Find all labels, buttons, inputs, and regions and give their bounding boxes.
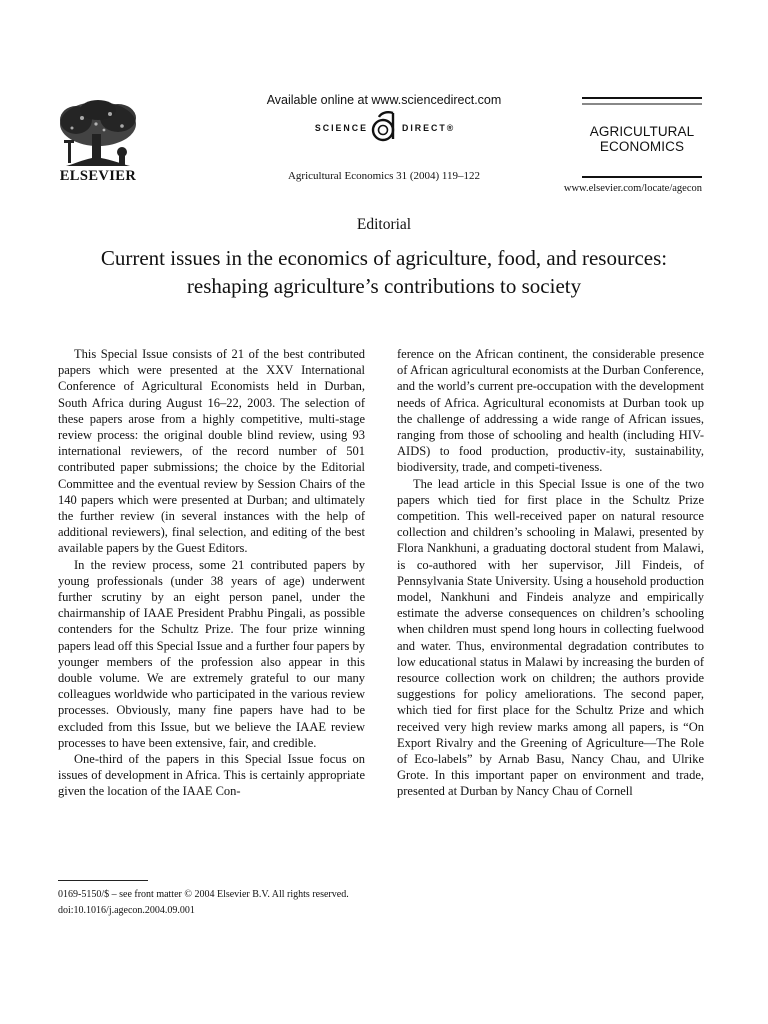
body-paragraph: The lead article in this Special Issue is one of the two papers which tied for first place in the Schultz Prize competition. This well-received paper on natural resource collection and children’s schooling in Malawi, presented by Flora Nankhuni, a graduating doctoral student from Malawi, is co-authored with her supervisor, Jill Findeis, of Pennsylvania State University. Using a household production model, Nankhuni and Findeis analyze and empirically estimate the adverse consequences on children’s schooling when children must spend long hours in collecting fuelwood and water. Thus, environmental degradation contributes to low educational status in Malawi by increasing the burden of resource collection work on children; the authors provide suggestions for policy ameliorations. The second paper, which tied for first place for the Schultz Prize and which received very high review marks among all papers, is “On Export Rivalry and the Greening of Agriculture—The Role of Eco-labels” by Arnab Basu, Nancy Chau, and Ulrike Grote. In this important paper on environment and trade, presented at Durban by Nancy Chau of Cornell <box>397 476 704 799</box>
body-paragraph: This Special Issue consists of 21 of the best contributed papers which were presented at the XXV International Conference of Agricultural Economists held in Durban, South Africa during August 16–22, 2003. The selection of these papers arose from a highly competitive, multi-stage review process: the original double blind review, using 93 international reviewers, of the record number of 501 contributed paper submissions; the choice by the Editorial Committee and the eventual review by Session Chairs of the 140 papers which were presented at Durban; and ultimately the further review (in several instances with the help of additional reviewers), final selection, and editing of the best available papers by the Guest Editors. <box>58 347 365 556</box>
article-title: Current issues in the economics of agriculture, food, and resources: reshaping agriculture’s contributions to society <box>100 246 668 298</box>
sciencedirect-wordmark-left: SCIENCE <box>314 123 368 133</box>
footer-rule <box>58 880 148 881</box>
journal-citation: Agricultural Economics 31 (2004) 119–122 <box>287 170 481 182</box>
footer-doi: doi:10.1016/j.agecon.2004.09.001 <box>58 905 195 916</box>
body-column-right <box>397 346 704 800</box>
journal-title-rule <box>582 176 702 178</box>
body-paragraph: One-third of the papers in this Special Issue focus on issues of development in Africa. This is certainly appropriate given the location of the IAAE Con- <box>58 752 365 799</box>
footer-issn-copyright: 0169-5150/$ – see front matter © 2004 Elsevier B.V. All rights reserved. <box>58 889 349 900</box>
publisher-name: ELSEVIER <box>59 168 137 184</box>
journal-title-line1: AGRICULTURAL <box>589 124 695 139</box>
sciencedirect-d-icon <box>367 111 401 145</box>
journal-title-line2: ECONOMICS <box>599 139 685 154</box>
sciencedirect-wordmark-right: DIRECT® <box>402 123 456 133</box>
section-label: Editorial <box>356 216 412 233</box>
body-paragraph-continued: ference on the African continent, the considerable presence of African agricultural economists at the Durban Conference, and the world’s current pre-occupation with the development needs of Africa. Agricultural economists at Durban took up the challenge of addressing a wide range of African issues, ranging from those of schooling and health (including HIV-AIDS) to food production, productiv-ity, sustainability, biodiversity, trade, and competi-tiveness. <box>397 347 704 475</box>
journal-url: www.elsevier.com/locate/agecon <box>563 183 702 194</box>
journal-header-rules <box>582 96 702 108</box>
body-column-left <box>58 346 365 800</box>
body-paragraph: In the review process, some 21 contributed papers by young professionals (under 38 years of age) underwent further scrutiny by an eight person panel, under the chairmanship of IAAE President Prabhu Pingali, as possible contenders for the Schultz Prize. The four prize winning papers lead off this Special Issue and a further four papers by younger members of the profession also appear in this double volume. We are extremely grateful to our many colleagues worldwide who participated in the various review processes. Obviously, many fine papers have had to be excluded from this Issue, but we believe the IAAE review processes to have been extensive, fair, and credible. <box>58 557 365 750</box>
available-online-text: Available online at www.sciencedirect.com <box>266 93 502 107</box>
